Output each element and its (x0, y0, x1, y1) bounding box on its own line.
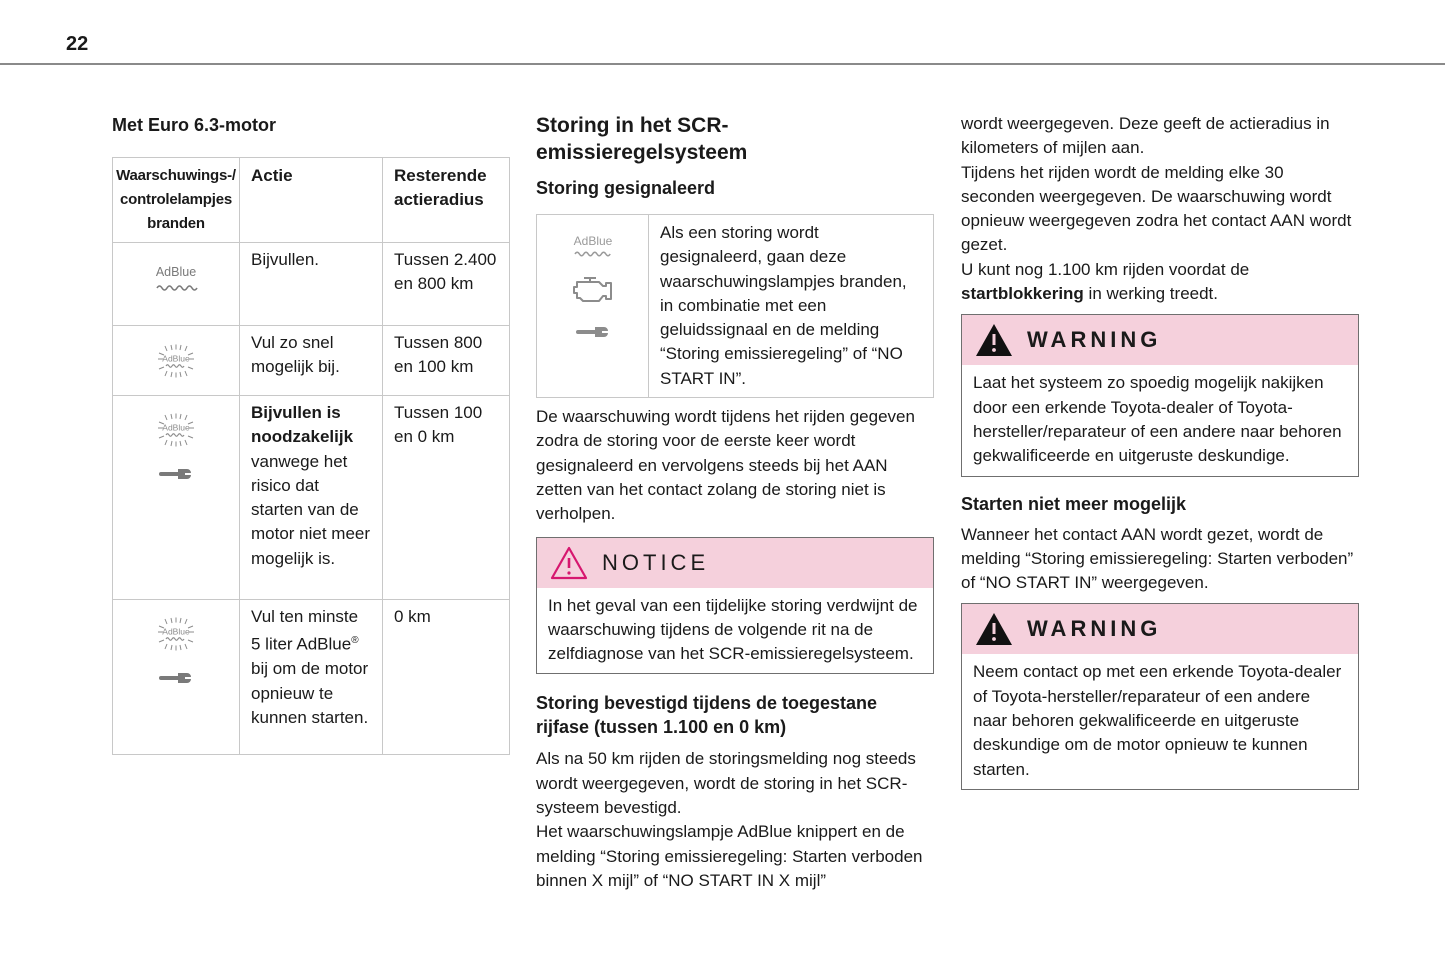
column-header-lamps: Waarschuwings-/ controlelampjes branden (113, 158, 240, 243)
notice-body: In het geval van een tijdelijke storing verdwijnt de waarschuwing tijdens de volgende rit na de zelfdiagnose van het SCR-emissieregelsysteem. (548, 595, 918, 664)
section-title: Storing in het SCR-emissieregelsysteem (536, 114, 748, 164)
wrench-icon (158, 667, 194, 687)
warning-box (961, 603, 1359, 789)
right-column (961, 112, 1359, 790)
table-row (113, 243, 510, 326)
left-column (112, 112, 509, 755)
adblue-flashing-icon (150, 413, 202, 447)
section-subtitle: Starten niet meer mogelijk (961, 493, 1187, 514)
warning-icon (975, 323, 1013, 357)
startblokkering-emphasis: startblokkering (961, 284, 1084, 304)
range-cell: 0 km (383, 600, 510, 755)
lamp-cell (113, 243, 240, 326)
range-cell: Tussen 800 en 100 km (383, 326, 510, 396)
table-row (113, 600, 510, 755)
body-paragraph: Het waarschuwingslampje AdBlue knippert en de melding “Storing emissieregeling: Starten verboden binnen X mijl” of “NO START IN X mijl” (536, 822, 923, 890)
fault-signal-box (536, 214, 934, 398)
notice-title: NOTICE (602, 549, 710, 575)
range-cell: Tussen 100 en 0 km (383, 396, 510, 600)
warning-icon (975, 612, 1013, 646)
fault-icons (537, 215, 649, 397)
section-subtitle: Storing bevestigd tijdens de toegestane rijfase (tussen 1.100 en 0 km) (536, 693, 878, 738)
column-header-range: Resterende actieradius (383, 158, 510, 243)
svg-text:AdBlue: AdBlue (573, 234, 612, 248)
notice-icon (550, 546, 588, 580)
adblue-flashing-icon (150, 344, 202, 378)
lamp-cell (113, 326, 240, 396)
warning-body: Laat het systeem zo spoedig mogelijk nakijken door een erkende Toyota-dealer of Toyota-hersteller/reparateur of een andere naar behoren gekwalificeerde en uitgeruste deskundige. (973, 373, 1342, 466)
section-subtitle: Storing gesignaleerd (536, 178, 716, 198)
body-paragraph: Als na 50 km rijden de storingsmelding nog steeds wordt weergegeven, wordt de storing in het SCR-systeem bevestigd. (536, 749, 916, 818)
warning-body: Neem contact op met een erkende Toyota-dealer of Toyota-hersteller/reparateur of een andere naar behoren gekwalificeerde en uitgeruste deskundige om de motor opnieuw te kunnen starten. (973, 662, 1342, 779)
body-paragraph: Tijdens het rijden wordt de melding elke 30 seconden weergegeven. De waarschuwing wordt opnieuw weergegeven zodra het contact AAN wordt gezet. (961, 162, 1352, 255)
lamp-cell (113, 600, 240, 755)
action-cell: Vul ten minste 5 liter AdBlue® bij om de motor opnieuw te kunnen starten. (240, 600, 383, 755)
notice-box (536, 537, 934, 675)
adblue-flashing-icon (150, 617, 202, 651)
page-number: 22 (66, 33, 89, 55)
svg-text:AdBlue: AdBlue (155, 265, 197, 279)
body-paragraph: De waarschuwing wordt tijdens het rijden gegeven zodra de storing voor de eerste keer wordt gesignaleerd en vervolgens steeds bij het AAN zetten van het contact zolang de storing niet is verholpen. (536, 407, 915, 524)
engine-icon (571, 273, 615, 307)
svg-text:AdBlue: AdBlue (162, 422, 190, 433)
action-emphasis: Bijvullen is noodzakelijk (251, 403, 354, 447)
warning-header (962, 315, 1358, 365)
range-cell: Tussen 2.400 en 800 km (383, 243, 510, 326)
table-row (113, 396, 510, 600)
wrench-icon (158, 463, 194, 483)
body-paragraph: wordt weergegeven. Deze geeft de actieradius in kilometers of mijlen aan. (961, 114, 1330, 158)
warning-header (962, 604, 1358, 654)
action-cell: Bijvullen is noodzakelijk vanwege het risico dat starten van de motor niet meer mogelijk is. (240, 396, 383, 600)
adblue-icon (570, 233, 616, 259)
table-header-row (113, 158, 510, 243)
registered-mark: ® (351, 635, 359, 647)
wrench-icon (575, 321, 611, 341)
table-heading: Met Euro 6.3-motor (112, 115, 277, 135)
warning-table (112, 157, 510, 755)
svg-text:AdBlue: AdBlue (162, 353, 190, 364)
warning-box (961, 314, 1359, 476)
header-divider (0, 63, 1445, 65)
middle-column (536, 112, 934, 893)
adblue-icon (150, 261, 202, 295)
fault-description: Als een storing wordt gesignaleerd, gaan deze waarschuwingslampjes branden, in combinatie met een geluidssignaal en de melding “Storing emissieregeling” of “NO START IN”. (660, 223, 907, 388)
body-paragraph: Wanneer het contact AAN wordt gezet, wordt de melding “Storing emissieregeling: Starten verboden” of “NO START IN” weergegeven. (961, 524, 1354, 593)
action-cell: Vul zo snel mogelijk bij. (240, 326, 383, 396)
table-row (113, 326, 510, 396)
action-cell: Bijvullen. (240, 243, 383, 326)
svg-text:AdBlue: AdBlue (162, 626, 190, 637)
warning-title: WARNING (1027, 327, 1162, 353)
warning-title: WARNING (1027, 616, 1162, 642)
lamp-cell (113, 396, 240, 600)
notice-header (537, 538, 933, 588)
column-header-action: Actie (240, 158, 383, 243)
body-paragraph: U kunt nog 1.100 km rijden voordat de startblokkering in werking treedt. (961, 259, 1250, 304)
